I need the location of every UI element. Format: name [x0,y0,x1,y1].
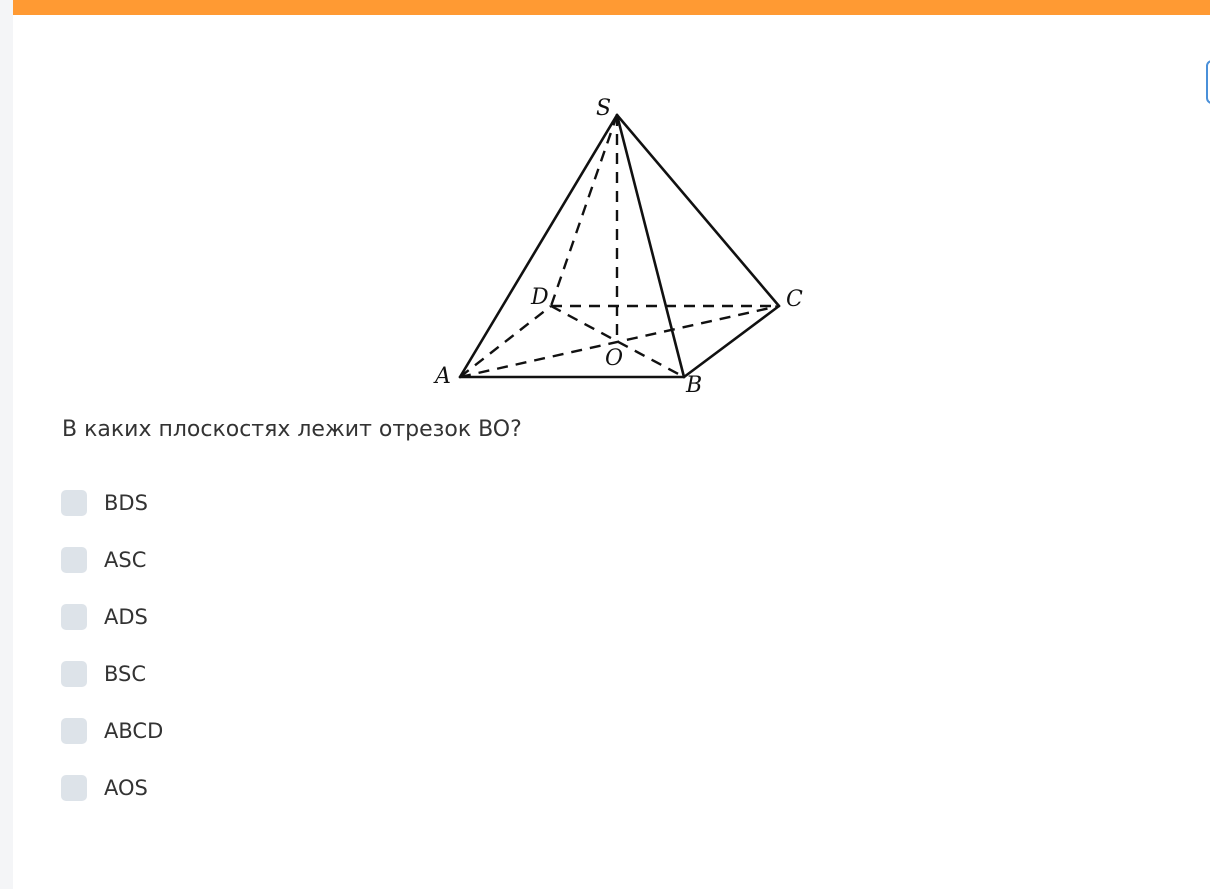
pyramid-figure [420,88,820,400]
option-label: BDS [104,491,148,515]
edge-sa [460,115,617,377]
option-bsc[interactable] [61,657,163,691]
option-label: ADS [104,605,148,629]
checkbox[interactable] [61,547,87,573]
option-abcd[interactable] [61,714,163,748]
option-label: ABCD [104,719,164,743]
label-s: S [596,96,612,121]
checkbox[interactable] [61,490,87,516]
option-bds[interactable] [61,486,163,520]
label-c: C [786,287,803,312]
answer-options [61,486,163,828]
label-a: A [435,364,451,389]
checkbox[interactable] [61,775,87,801]
checkbox[interactable] [61,604,87,630]
edge-bc [684,306,779,377]
option-label: ASC [104,548,147,572]
option-aos[interactable] [61,771,163,805]
label-o: O [605,346,624,371]
label-d: D [531,285,549,310]
label-b: B [686,373,703,398]
question-text: В каких плоскостях лежит отрезок BO? [62,417,522,442]
option-asc[interactable] [61,543,163,577]
option-label: AOS [104,776,148,800]
option-label: BSC [104,662,147,686]
option-ads[interactable] [61,600,163,634]
top-accent-bar [13,0,1210,15]
pyramid-drawing [420,88,820,400]
left-gutter [0,0,13,889]
side-panel-button[interactable] [1206,60,1210,104]
checkbox[interactable] [61,661,87,687]
checkbox[interactable] [61,718,87,744]
